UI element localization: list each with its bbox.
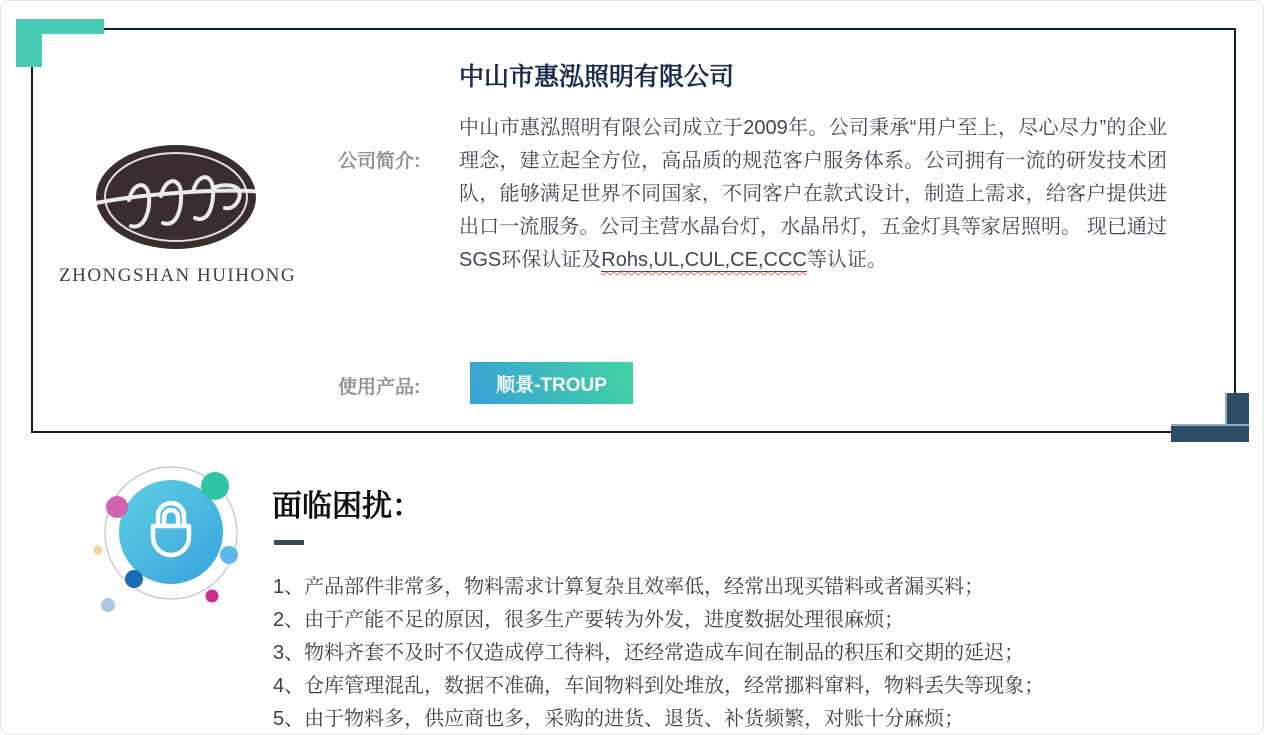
trouble-list	[273, 571, 1233, 735]
lock-badge	[86, 459, 246, 621]
company-title: 中山市惠泓照明有限公司	[459, 63, 735, 91]
lock-icon	[86, 459, 246, 621]
teal-corner-accent	[16, 19, 42, 67]
trouble-item: 4、仓库管理混乱，数据不准确，车间物料到处堆放，经常挪料窜料，物料丢失等现象；	[273, 675, 1045, 697]
troubles-heading: 面临困扰：	[272, 490, 422, 523]
heading-dash	[274, 540, 304, 545]
company-logo-icon	[59, 142, 294, 252]
profile-cert-text: Rohs,UL,CUL,CE,CCC	[601, 249, 807, 271]
product-button[interactable]: 顺景-TROUP	[470, 362, 633, 404]
company-card	[31, 28, 1236, 433]
slate-corner-accent	[1171, 424, 1249, 442]
profile-label: 公司简介:	[338, 151, 421, 172]
profile-text-tail: 等认证。	[806, 249, 887, 271]
product-label: 使用产品:	[338, 377, 421, 398]
trouble-item: 1、产品部件非常多，物料需求计算复杂且效率低，经常出现买错料或者漏买料；	[273, 576, 985, 598]
company-logo	[59, 142, 297, 287]
company-logo-caption: ZHONGSHAN HUIHONG	[59, 265, 297, 286]
company-profile-text	[459, 112, 1167, 277]
trouble-item: 5、由于物料多，供应商也多，采购的进货、退货、补货频繁，对账十分麻烦；	[273, 708, 965, 730]
trouble-item: 3、物料齐套不及时不仅造成停工待料，还经常造成车间在制品的积压和交期的延迟；	[273, 642, 1025, 664]
trouble-item: 2、由于产能不足的原因，很多生产要转为外发，进度数据处理很麻烦；	[273, 609, 905, 631]
profile-text-main: 中山市惠泓照明有限公司成立于2009年。公司秉承“用户至上，尽心尽力”的企业理念，建立起全方位，高品质的规范客户服务体系。公司拥有一流的研发技术团队，能够满足世界不同国家，不同客户在款式设计，制造上需求，给客户提供进出口一流服务。公司主营水晶台灯，水晶吊灯，五金灯具等家居照明。 现已通过SGS环保认证及	[459, 117, 1167, 271]
